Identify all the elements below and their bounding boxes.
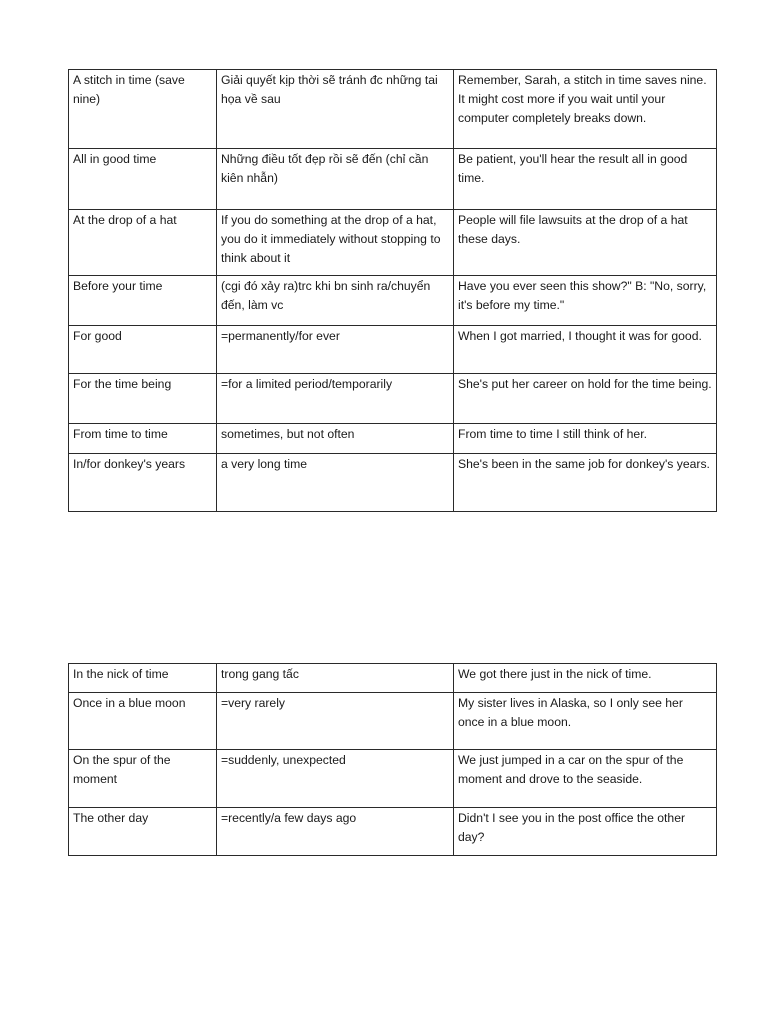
idiom-cell: In/for donkey's years [69, 454, 217, 512]
example-cell: Be patient, you'll hear the result all in good time. [454, 149, 717, 210]
meaning-cell: =very rarely [217, 693, 454, 750]
table-row [69, 210, 717, 276]
table-row [69, 454, 717, 512]
table-row [69, 326, 717, 374]
meaning-cell: =for a limited period/temporarily [217, 374, 454, 424]
table-row [69, 664, 717, 693]
idiom-cell: At the drop of a hat [69, 210, 217, 276]
example-cell: Remember, Sarah, a stitch in time saves nine. It might cost more if you wait until your computer completely breaks down. [454, 70, 717, 149]
meaning-cell: sometimes, but not often [217, 424, 454, 454]
idiom-cell: From time to time [69, 424, 217, 454]
idiom-cell: A stitch in time (save nine) [69, 70, 217, 149]
example-cell: She's been in the same job for donkey's years. [454, 454, 717, 512]
example-cell: We just jumped in a car on the spur of the moment and drove to the seaside. [454, 750, 717, 808]
table-row [69, 276, 717, 326]
table-row [69, 374, 717, 424]
idioms-table-2 [68, 663, 717, 856]
table-row [69, 808, 717, 856]
idiom-cell: All in good time [69, 149, 217, 210]
meaning-cell: =permanently/for ever [217, 326, 454, 374]
example-cell: We got there just in the nick of time. [454, 664, 717, 693]
example-cell: Didn't I see you in the post office the other day? [454, 808, 717, 856]
meaning-cell: (cgi đó xảy ra)trc khi bn sinh ra/chuyển đến, làm vc [217, 276, 454, 326]
meaning-cell: =recently/a few days ago [217, 808, 454, 856]
idiom-cell: The other day [69, 808, 217, 856]
idiom-cell: On the spur of the moment [69, 750, 217, 808]
idiom-cell: For the time being [69, 374, 217, 424]
meaning-cell: Giải quyết kịp thời sẽ tránh đc những tai họa về sau [217, 70, 454, 149]
meaning-cell: Những điều tốt đẹp rồi sẽ đến (chỉ cần kiên nhẫn) [217, 149, 454, 210]
meaning-cell: a very long time [217, 454, 454, 512]
table-row [69, 70, 717, 149]
meaning-cell: =suddenly, unexpected [217, 750, 454, 808]
example-cell: People will file lawsuits at the drop of a hat these days. [454, 210, 717, 276]
table-row [69, 149, 717, 210]
idiom-cell: For good [69, 326, 217, 374]
idiom-cell: In the nick of time [69, 664, 217, 693]
example-cell: She's put her career on hold for the time being. [454, 374, 717, 424]
meaning-cell: trong gang tấc [217, 664, 454, 693]
idiom-cell: Before your time [69, 276, 217, 326]
example-cell: Have you ever seen this show?" B: "No, sorry, it's before my time." [454, 276, 717, 326]
example-cell: From time to time I still think of her. [454, 424, 717, 454]
idioms-table-1 [68, 69, 717, 512]
meaning-cell: If you do something at the drop of a hat, you do it immediately without stopping to think about it [217, 210, 454, 276]
table-row [69, 424, 717, 454]
table-row [69, 693, 717, 750]
example-cell: My sister lives in Alaska, so I only see her once in a blue moon. [454, 693, 717, 750]
idiom-cell: Once in a blue moon [69, 693, 217, 750]
example-cell: When I got married, I thought it was for good. [454, 326, 717, 374]
table-row [69, 750, 717, 808]
